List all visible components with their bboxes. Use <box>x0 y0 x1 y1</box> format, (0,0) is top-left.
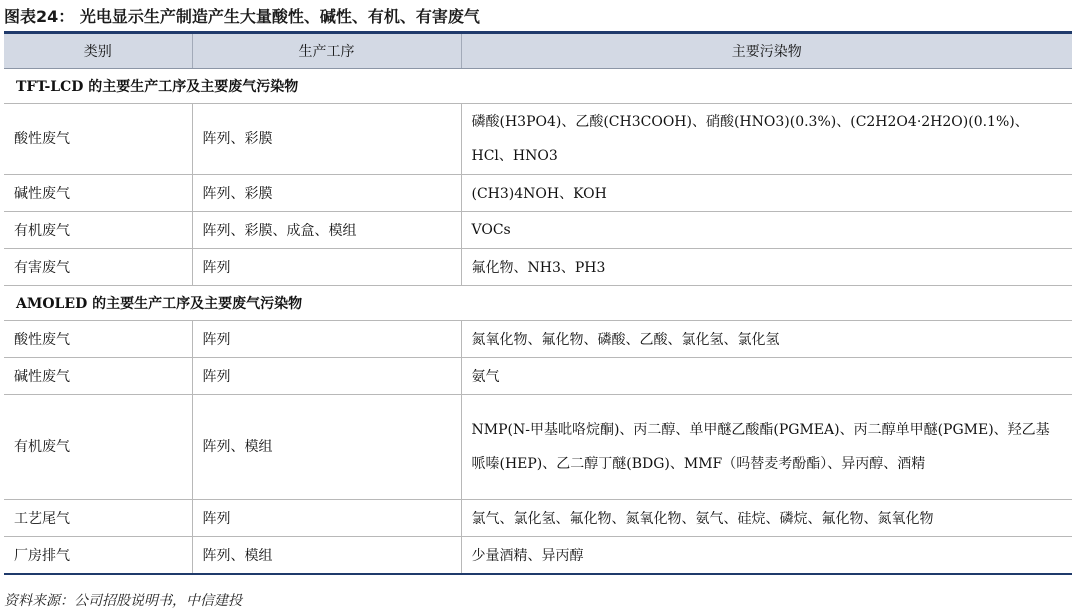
cell-category: 有机废气 <box>4 395 192 500</box>
table-row <box>4 358 1072 395</box>
cell-process: 阵列 <box>192 249 461 286</box>
header-pollutants: 主要污染物 <box>461 34 1072 69</box>
cell-process: 阵列、模组 <box>192 537 461 575</box>
cell-category: 有害废气 <box>4 249 192 286</box>
table-row <box>4 500 1072 537</box>
cell-category: 酸性废气 <box>4 321 192 358</box>
table-row <box>4 321 1072 358</box>
cell-pollutants: 氨气 <box>461 358 1072 395</box>
table-row <box>4 537 1072 575</box>
cell-process: 阵列 <box>192 500 461 537</box>
cell-pollutants: VOCs <box>461 212 1072 249</box>
figure-title: 图表24： 光电显示生产制造产生大量酸性、碱性、有机、有害废气 <box>4 7 480 26</box>
header-process: 生产工序 <box>192 34 461 69</box>
cell-category: 有机废气 <box>4 212 192 249</box>
cell-category: 碱性废气 <box>4 175 192 212</box>
cell-pollutants: 氯气、氯化氢、氟化物、氮氧化物、氨气、硅烷、磷烷、氟化物、氮氧化物 <box>461 500 1072 537</box>
table-row <box>4 212 1072 249</box>
section-row-tft-lcd <box>4 69 1072 104</box>
cell-category: 酸性废气 <box>4 104 192 175</box>
section-label: TFT-LCD 的主要生产工序及主要废气污染物 <box>4 69 1072 104</box>
cell-pollutants: 磷酸(H3PO4)、乙酸(CH3COOH)、硝酸(HNO3)(0.3%)、(C2H2O4·2H2O)(0.1%)、HCl、HNO3 <box>461 104 1072 175</box>
cell-pollutants: 少量酒精、异丙醇 <box>461 537 1072 575</box>
section-label: AMOLED 的主要生产工序及主要废气污染物 <box>4 286 1072 321</box>
table-row <box>4 175 1072 212</box>
cell-pollutants: 氟化物、NH3、PH3 <box>461 249 1072 286</box>
table-row <box>4 249 1072 286</box>
table-row <box>4 104 1072 175</box>
pollutants-table <box>4 34 1072 575</box>
table-row <box>4 395 1072 500</box>
cell-category: 工艺尾气 <box>4 500 192 537</box>
cell-process: 阵列、彩膜、成盒、模组 <box>192 212 461 249</box>
cell-process: 阵列 <box>192 358 461 395</box>
cell-process: 阵列、彩膜 <box>192 175 461 212</box>
cell-category: 碱性废气 <box>4 358 192 395</box>
source-note: 资料来源：公司招股说明书，中信建投 <box>4 593 242 609</box>
table-header-row <box>4 34 1072 69</box>
cell-pollutants: (CH3)4NOH、KOH <box>461 175 1072 212</box>
cell-category: 厂房排气 <box>4 537 192 575</box>
cell-process: 阵列、模组 <box>192 395 461 500</box>
header-category: 类别 <box>4 34 192 69</box>
cell-pollutants: 氮氧化物、氟化物、磷酸、乙酸、氯化氢、氯化氢 <box>461 321 1072 358</box>
section-row-amoled <box>4 286 1072 321</box>
cell-process: 阵列、彩膜 <box>192 104 461 175</box>
cell-pollutants: NMP(N-甲基吡咯烷酮)、丙二醇、单甲醚乙酸酯(PGMEA)、丙二醇单甲醚(PGME)、羟乙基哌嗪(HEP)、乙二醇丁醚(BDG)、MMF（吗替麦考酚酯）、异丙醇、酒精 <box>461 395 1072 500</box>
cell-process: 阵列 <box>192 321 461 358</box>
